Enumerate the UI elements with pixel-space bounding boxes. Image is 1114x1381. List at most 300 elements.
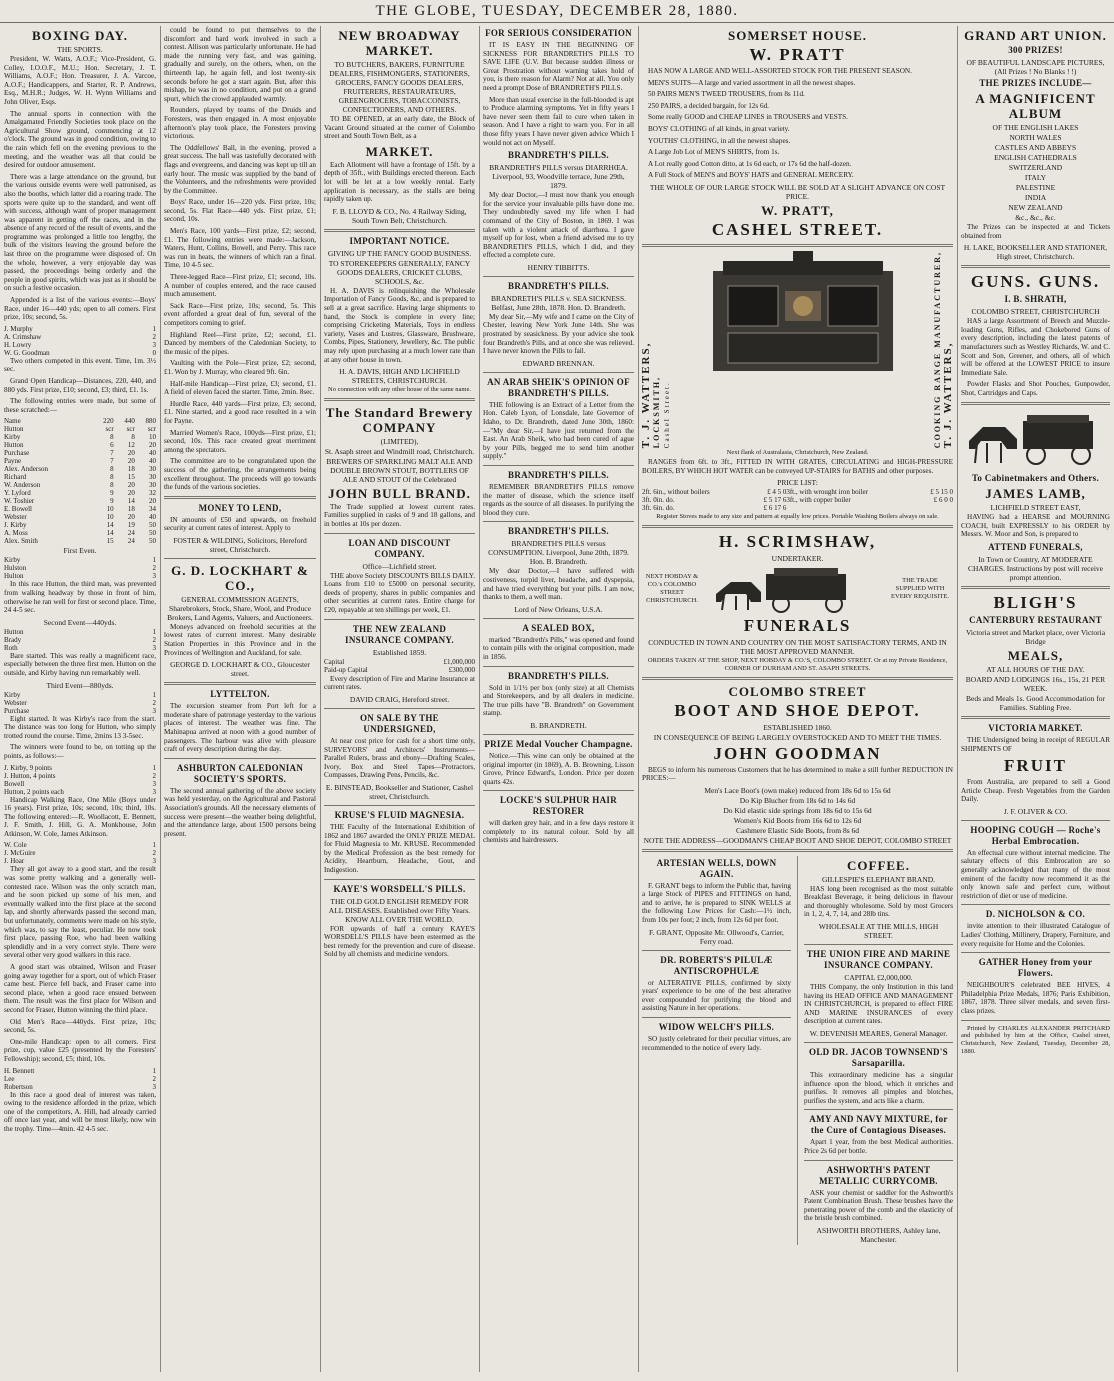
ad-subheading: IN CONSEQUENCE OF BEING LARGELY OVERSTOCKED AND TO MEET THE TIMES. <box>653 732 942 742</box>
ad-heading: BRANDRETH'S PILLS. <box>508 526 609 537</box>
column-brandreth-ads <box>483 26 634 1372</box>
table-cell: scr <box>105 425 114 434</box>
ad-heading: GRAND ART UNION. <box>964 28 1107 43</box>
table-cell: £ 5 17 6 <box>763 496 787 505</box>
ad-heading: SOMERSET HOUSE. <box>727 28 868 43</box>
article-heading: LYTTELTON. <box>210 689 270 700</box>
ad-signature: F. B. LLOYD & CO., No. 4 Railway Siding, South Town Belt, Christchurch. <box>332 206 467 225</box>
table-cell: 9 <box>110 489 114 498</box>
paragraph: Boys' Race, under 16—220 yds. First prize, 10s; second, 5s. Flat Race—440 yds. First prize, £1; second, 10s. <box>164 198 316 224</box>
paragraph: Hurdle Race, 440 yards—First prize, £3; second, £1. Nine started, and a good race resulted in a win for Payne. <box>164 399 316 425</box>
table-cell: 20 <box>127 513 135 522</box>
table-cell: 24 <box>127 529 135 538</box>
ad-heading: AMY AND NAVY MIXTURE, for the Cure of Contagious Diseases. <box>809 1114 948 1136</box>
divider <box>324 708 475 709</box>
table-cell: A. Moss <box>4 529 28 538</box>
ad-subheading: BRANDRETH'S PILLS v. SEA SICKNESS. Belfast, June 28th, 1878. Hon. D. Brandreth. <box>490 293 627 312</box>
table-cell: 50 <box>149 529 156 538</box>
table-row <box>4 449 156 457</box>
ad-heading: BRANDRETH'S PILLS. <box>508 150 609 161</box>
ad-heading: IMPORTANT NOTICE. <box>349 235 450 246</box>
price-table <box>642 488 953 512</box>
table-cell: 3ft., with wrought iron boiler <box>786 488 868 497</box>
ad-text: An effectual cure without internal medicine. The salutary effects of this Embrocation are so generally acknowledged that many of the most eminent of the faculty now recommend it as the only known safe and perfect cure, without restriction of diet or use of medicine. <box>961 848 1110 900</box>
list-item: Do Kip Blucher from 18s 6d to 14s 6d <box>739 795 856 805</box>
divider <box>164 682 316 685</box>
divider <box>324 398 475 401</box>
table-cell: Webster <box>4 513 27 522</box>
ad-subheading: THE PRIZES INCLUDE— <box>979 78 1092 88</box>
ad-heading: PRIZE Medal Voucher Champagne. <box>484 738 633 749</box>
divider <box>804 1160 953 1161</box>
watters-sub-left: LOCKSMITH, <box>651 375 661 449</box>
table-cell: 15 <box>106 537 114 546</box>
list-item: Cashmere Elastic Side Boots, from 8s 6d <box>735 825 860 835</box>
ad-subheading: TO BUTCHERS, BAKERS, FURNITURE DEALERS, FISHMONGERS, STATIONERS, GROCERS, FANCY GOODS DEALERS, FRUITERERS, RESTAURATEURS, GREENGROCERS, TOBACCONISTS, CONFECTIONERS, AND OTHERS. <box>329 60 470 114</box>
ad-signature: E. BINSTEAD, Bookseller and Stationer, Cashel street, Christchurch. <box>325 782 474 801</box>
list-item: &c., &c., &c. <box>1015 213 1056 222</box>
watters-right-banner <box>934 251 953 448</box>
ad-heading: ON SALE BY THE UNDERSIGNED, <box>360 713 439 735</box>
paragraph: Rounders, played by teams of the Druids and Foresters, was then engaged in. A most enjoyable afternoon's play took place, the Foresters proving victorious. <box>164 106 316 141</box>
table-cell: 8 <box>110 473 114 482</box>
paragraph: Old Men's Race—440yds. First prize, 10s; second, 5s. <box>4 1017 156 1035</box>
ad-text: THE following is an Extract of a Letter from the Hon. Caleb Lyon, of Lonsdale, late Governor of Idaho, to Dr. Brandreth, dated June 30th, 1860:—"My dear Sir,—I have just returned from the East. An Arab Sheik, who had been cured of ague by your Pills, begged me to send him another supply." <box>483 400 634 461</box>
column-rule <box>160 26 161 1372</box>
paragraph: Grand Open Handicap—Distances, 220, 440, and 880 yds. First prize, £10; second, £3; third, £1. 1s. <box>4 377 156 394</box>
ad-heading: HOOPING COUGH — Roche's Herbal Embrocation. <box>970 824 1101 846</box>
ad-text: Every description of Fire and Marine Insurance at current rates. <box>324 674 475 692</box>
paragraph: Three-legged Race—First prize, £1; second, 10s. A number of couples entered, and the race caused much amusement. <box>164 273 316 299</box>
paragraph: The Oddfellows' Ball, in the evening, proved a great success. The hall was tastefully decorated with flags and evergreens, and dancing was kept up till an early hour. The music was supplied by the band of the Volunteers, and the refreshments were provided by the Committee. <box>164 143 316 195</box>
ad-heading: COFFEE. <box>847 857 910 873</box>
ad-heading: FRUIT <box>1004 756 1067 776</box>
ad-text: HAS a large Assortment of Breech and Muzzle-loading Guns, Rifles, and Chokebored Guns of every description, including the latest patents of manufacturers such as Westley Richards, W. and C. Scott and Son, Greener, and others, all of which will be offered at the LOWEST PRICE to insure Immediate Sale. <box>961 317 1110 377</box>
divider <box>164 758 316 759</box>
ad-heading: COLOMBO STREET <box>728 683 867 699</box>
ad-heading: FUNERALS <box>743 615 852 635</box>
paragraph: President, W. Watts, A.O.F.; Vice-President, G. Colley, I.O.O.F., M.U.; Hon. Secretary, J. T. Williams, A.O.F.; Hon. Treasurer, J. A. Varcoe, A.O.F.; Handicappers, and Starter, R. P. Andrews, Esq., M.H.R.; Judges, W. H. Wynn Williams and John Oliver, Esqs. <box>4 55 156 106</box>
ad-text: or ALTERATIVE PILLS, confirmed by sixty years' experience to be one of the best alterative ever compounded for purifying the blood and assisting Nature in her operations. <box>642 978 791 1013</box>
list-item: 250 PAIRS, a decided bargain, for 12s 6d. <box>648 101 769 110</box>
ad-subheading: OF BEAUTIFUL LANDSCAPE PICTURES, (All Prizes ! No Blanks ! !) <box>966 58 1105 76</box>
table-row <box>4 425 156 433</box>
ad-text: More than usual exercise in the full-blooded is apt to Produce alarming symptoms. Yet in fifty years I have never seen them fail to cure when taken in season. And I have a right to warn you. For in all those fifty years I have never given advice Which I would not act on Myself. <box>483 95 634 147</box>
ad-text: My dear Doctor,—I have suffered with costiveness, torpid liver, headache, and dyspepsia, and have tried everything but your pills. I am now, thanks to them, a well man. <box>483 567 634 602</box>
table-cell: 8 <box>110 465 114 474</box>
paragraph: Highland Reel—First prize, £2; second, £1. Danced by members of the Caledonian Society, to the music of the pipes. <box>164 330 316 356</box>
results-table: Kirby 1 Webster 2 Purchase 3 <box>4 690 156 715</box>
ad-heading: LOAN AND DISCOUNT COMPANY. <box>348 537 451 559</box>
table-cell: 12 <box>127 441 135 450</box>
paragraph: One-mile Handicap: open to all comers. First prize, cup, value £25 (presented by the Foresters' Fellowship); second, £5; third, 10s. <box>4 1037 156 1063</box>
paragraph: could be found to put themselves to the discomfort and hard work involved in such a contest. Allison was particularly unfortunate. He had made the running very fast, and was gaining, gradually and surely, on the others, when, on the thirteenth lap, he again fell, and lost twenty-six seconds before he got a start again. But, after this mishap, he was in no condition, and put on a grand spurt, which the crowd applauded warmly. <box>164 26 316 103</box>
capital-line: Capital £1,000,000 <box>324 657 475 666</box>
ad-signature: Lord of New Orleans, U.S.A. <box>514 604 603 614</box>
ad-heading: WIDOW WELCH'S PILLS. <box>658 1022 775 1033</box>
hearse-block <box>642 564 953 614</box>
table-cell: £ 6 0 0 <box>933 496 953 505</box>
ad-heading: LOCKE'S SULPHUR HAIR RESTORER <box>499 795 618 817</box>
divider <box>324 229 475 232</box>
table-cell: 30 <box>149 481 156 490</box>
divider <box>642 950 791 951</box>
table-cell: 50 <box>149 521 156 530</box>
table-cell: 14 <box>106 529 114 538</box>
table-cell: W. Anderson <box>4 481 41 490</box>
ad-text: TO BE OPENED, at an early date, the Block of Vacant Ground situated at the corner of Colombo street and South Town Belt, as a <box>324 115 475 141</box>
ad-note: Next flank of Australasia, Christchurch, New Zealand. <box>726 449 869 457</box>
price-title: PRICE LIST: <box>777 478 818 488</box>
divider <box>483 521 634 522</box>
column-wide-advertisements <box>642 26 953 1372</box>
divider <box>642 677 953 680</box>
ad-name: I. B. SHRATH, <box>1004 294 1067 305</box>
ad-text: invite attention to their illustrated Catalogue of Ladies' Clothing, Millinery, Drapery, Furniture, and every requisite for Home and the Colonies. <box>961 922 1110 948</box>
ad-heading: OLD DR. JACOB TOWNSEND'S Sarsaparilla. <box>809 1047 948 1069</box>
table-cell: 20 <box>127 449 135 458</box>
capital-line: Paid-up Capital £300,000 <box>324 666 475 675</box>
ad-text: SO justly celebrated for their peculiar virtues, are recommended to the notice of every lady. <box>642 1035 791 1052</box>
ad-heading: BLIGH'S <box>993 592 1078 612</box>
ad-subheading: UNDERTAKER. <box>771 553 824 563</box>
table-cell: 10 <box>149 433 156 442</box>
ad-text: THE Undersigned being in receipt of REGULAR SHIPMENTS OF <box>961 735 1110 753</box>
table-row <box>642 504 953 512</box>
table-cell: 14 <box>106 521 114 530</box>
table-cell: Hutton <box>4 441 24 450</box>
art-list <box>961 123 1110 222</box>
table-cell: Y. Lyford <box>4 489 31 498</box>
ad-heading: GUNS. GUNS. <box>970 272 1101 292</box>
table-cell: 34 <box>149 505 156 514</box>
paragraph: In this race a good deal of interest was taken, owing to the residence afforded in the prize, which one of the competitors, A. Hill, had already carried off once last year, and will be most likely, now win the trophy. Time—4min. 42 4-5 sec. <box>4 1090 156 1133</box>
points-table: J. Kirby, 9 points 1 J. Hutton, 4 points 2 Bowell 3 Hutton, 2 points each 3 <box>4 763 156 796</box>
column-rule <box>479 26 480 1372</box>
table-row <box>4 433 156 441</box>
table-cell: 40 <box>149 449 156 458</box>
divider <box>961 952 1110 953</box>
ad-text: H. A. DAVIS is relinquishing the Wholesale Importation of Fancy Goods, &c, and is prepared to sell at a great sacrifice. Having large shipments to hand, the Stock is complete in every line; comprising Cricketing Materials, Toys in endless variety, Vases and Lustres, Glassware, Brushware, Combs, Pipes, Stationery, Jewellery, &c. The public may rely upon purchasing at a much lower rate than at any other house in town. <box>324 286 475 364</box>
results-table: W. Cole 1 J. McGuire 2 J. Hoar 3 <box>4 841 156 866</box>
list-item: MEN'S SUITS—A large and varied assortment in all the newest shapes. <box>648 78 856 87</box>
ad-subheading: CANTERBURY RESTAURANT <box>969 614 1102 625</box>
paragraph: Two others competed in this event. Time, 1m. 3½ sec. <box>4 356 156 374</box>
ad-text: THE above Society DISCOUNTS BILLS DAILY. Loans from £10 to £5000 on personal security, deeds of property, shares in public companies and other securities at current rates. Entire charge for £20, repayable at ten shillings per week, £1. <box>324 571 475 615</box>
table-cell: 3ft. 0in. do. <box>642 496 675 505</box>
divider <box>961 716 1110 719</box>
ad-subheading: CAPITAL £2,000,000. <box>844 973 913 983</box>
wide-right-subcolumn <box>804 856 953 1245</box>
ad-text: BEGS to inform his numerous Customers that he has determined to make a still further REDUCTION IN PRICES:— <box>642 765 953 783</box>
paragraph: Bare started. This was really a magnificent race, especially between the three first men. Hutton on the outside, and Kirby having run remarkably well. <box>4 651 156 677</box>
ad-subheading: BRANDRETH'S PILLS versus DIARRHŒA. Liverpool, 93, Woodville terrace, June 29th, 1879. <box>489 163 628 191</box>
ad-text: Moneys advanced on freehold securities at the lowest rates of current interest. Many desirable Station Properties in this Province and in the Provinces of Wellington and Auckland, for sale. <box>164 622 316 657</box>
pratt-list <box>642 79 953 180</box>
divider <box>642 525 953 528</box>
table-cell: Kirby <box>4 433 21 442</box>
cooking-range-icon <box>676 251 930 381</box>
divider <box>483 276 634 277</box>
paragraph: The following entries were made, but some of these scratched:— <box>4 397 156 414</box>
list-item: A Lot really good Cotton ditto, at 1s 6d each, or 17s 6d the half-dozen. <box>648 159 852 168</box>
handicap-table: Name 220 440 880 Hutton scr scr scr Kirby 8 8 10 Hutton 6 12 20 Purchase 7 20 40 Payne 7 20 40 Alex. Anderson 8 18 30 Richard 8 15 30 W. Anderson 8 20 30 Y. Lyford 9 20 32 W. Toshier 9 14 20 E. Bowell 10 18 34 Webster 10 20 40 J. Kirby 14 19 50 A. Moss 14 24 50 Alex. Smith 15 24 50 <box>4 417 156 546</box>
ad-text: IN amounts of £50 and upwards, on freehold security at current rates of interest. Apply to <box>164 515 316 533</box>
table-cell: 7 <box>110 457 114 466</box>
watters-street: Cashel Street. <box>663 381 672 449</box>
paragraph: The committee are to be congratulated upon the success of the gathering, the arrangements being excellent throughout. The proceeds will go towards the funds of the various societies. <box>164 457 316 492</box>
ad-signature: H. A. DAVIS, HIGH AND LICHFIELD STREETS, CHRISTCHURCH. <box>339 367 460 386</box>
paragraph: Married Women's Race, 100yds—First prize, £1; second, 10s. This race created great merriment among the spectators. <box>164 428 316 454</box>
table-cell: Hutton <box>4 425 24 434</box>
ad-heading: BRANDRETH'S PILLS. <box>508 470 609 480</box>
ad-heading: The Standard Brewery COMPANY <box>325 404 474 435</box>
ad-heading: KAYE'S WORSDELL'S PILLS. <box>333 883 466 894</box>
list-item: ENGLISH CATHEDRALS <box>994 153 1077 162</box>
table-row <box>4 489 156 497</box>
ad-footer: Register Stoves made to any size and pattern at equally low prices. Portable Washing Boilers always on sale. <box>656 513 939 521</box>
ad-subheading: TO STOREKEEPERS GENERALLY, FANCY GOODS DEALERS, CRICKET CLUBS, SCHOOLS, &c. <box>328 258 471 286</box>
divider <box>324 533 475 534</box>
ad-signature: F. GRANT, Opposite Mr. Ollwood's, Carrier, Ferry road. <box>649 927 784 946</box>
ad-address: Office—Lichfield street. <box>362 561 437 571</box>
ad-signature: WHOLESALE AT THE MILLS, HIGH STREET. <box>818 922 939 941</box>
divider <box>324 879 475 880</box>
table-cell: £ 5 15 0 <box>930 488 953 497</box>
ad-subheading: GIVING UP THE FANCY GOOD BUSINESS. <box>327 248 472 258</box>
watters-left-banner <box>642 251 672 448</box>
divider <box>164 496 316 499</box>
divider <box>961 402 1110 405</box>
table-cell: 8 <box>131 433 135 442</box>
paragraph: Eight started. It was Kirby's race from the start. The distance was too long for Hutton, who simply trotted round the course. Time, 2mins 13 3-5sec. <box>4 714 156 740</box>
ad-signature: HENRY TIBBITTS. <box>527 262 590 272</box>
divider <box>961 265 1110 268</box>
ad-heading: H. SCRIMSHAW, <box>718 531 877 551</box>
ad-heading: ASHWORTH'S PATENT METALLIC CURRYCOMB. <box>819 1164 938 1186</box>
paragraph: There was a large attendance on the ground, but the various outside events were well patronised, as also the booths, which latter did a roaring trade. The sports were quite up to the standard, and went off with success, although want of proper management was apparent in getting off the races, and in the absence of any record of the result of events, and the programme was prolonged a little too lengthy, the bulk of the visitors leaving the ground before the last three on the programme were disposed of. On the whole, however, a very enjoyable day was passed, the proceedings being orderly and the people in good spirits, which was just as it should be on such a festive occasion. <box>4 172 156 293</box>
ad-footer: ORDERS TAKEN AT THE SHOP, NEXT HOBDAY & CO.'S, COLOMBO STREET. Or at my Private Residence, CORNER OF DURHAM AND ST. ASAPH STREETS. <box>647 656 948 672</box>
table-cell: scr <box>147 425 156 434</box>
table-cell: Alex. Anderson <box>4 465 48 474</box>
ad-signature: EDWARD BRENNAN. <box>522 358 595 368</box>
results-table: J. Murphy 1 A. Crimshaw 2 H. Lowry 3 W. G. Goodman 0 <box>4 324 156 357</box>
ad-heading: ARTESIAN WELLS, DOWN AGAIN. <box>656 857 777 879</box>
ad-text: HAS NOW A LARGE AND WELL-ASSORTED STOCK FOR THE PRESENT SEASON. <box>648 67 912 75</box>
table-cell: 24 <box>127 537 135 546</box>
table-cell: Payne <box>4 457 22 466</box>
table-cell: 2ft. 6in., without boilers <box>642 488 710 497</box>
watters-ad <box>642 251 953 448</box>
column-rule <box>797 856 798 1245</box>
ad-subheading: GILLESPIE'S ELEPHANT BRAND. <box>821 874 936 884</box>
ad-subheading: A MAGNIFICENT ALBUM <box>975 91 1096 121</box>
ad-text: THIS Company, the only Institution in this land having its HEAD OFFICE AND MANAGEMENT IN CHRISTCHURCH, is prepared to effect FIRE AND MARINE INSURANCES of every description at current rates. <box>804 983 953 1026</box>
ad-signature: FOSTER & WILDING, Solicitors, Hereford street, Christchurch. <box>173 535 307 554</box>
ad-text: ASK your chemist or saddler for the Ashworth's Patent Combination Brush. These brushes have the penetrating power of the comb and the elasticity of the bristle brush combined. <box>804 1188 953 1223</box>
ad-subheading: AT ALL HOURS OF THE DAY. <box>986 664 1085 674</box>
watters-name-left: T. J. WATTERS, <box>640 341 652 449</box>
ad-address: St. Asaph street and Windmill road, Christchurch. <box>324 446 475 456</box>
column-boxing-day <box>4 26 156 1372</box>
list-item: NEW ZEALAND <box>1008 203 1063 212</box>
list-item: Do Kid elastic side springs from 18s 6d to 15s 6d <box>723 805 872 815</box>
table-row <box>4 529 156 537</box>
table-cell: 30 <box>149 465 156 474</box>
ad-heading: BRANDRETH'S PILLS. <box>508 280 609 291</box>
paragraph: They all got away to a good start, and the result was some pretty walking and a generally well-contested race. Wilson was the only scratch man, and he soon picked up some of his men, and eventually walked into the first place at the second lap, and shortly afterwards passed the second man, but unfortunately, comments were made on his style, which was, to say the least, peculiar. He now took first place, passing Roe, who had been walking splendidly and in a very correct style. There were several other very good walkers in this race. <box>4 865 156 960</box>
ad-heading: THE UNION FIRE AND MARINE INSURANCE COMPANY. <box>806 949 951 971</box>
ad-heading: VICTORIA MARKET. <box>988 722 1083 733</box>
table-row <box>4 505 156 513</box>
ad-signature: GEORGE D. LOCKHART & CO., Gloucester street. <box>170 660 310 679</box>
table-cell: 32 <box>149 489 156 498</box>
paragraph: The winners were found to be, on totting up the points, as follows:— <box>4 743 156 760</box>
table-cell: 18 <box>127 505 135 514</box>
hearse-coach-icon <box>961 409 1110 469</box>
paragraph: Half-mile Handicap—First prize, £3; second, £1. A field of eleven faced the starter. Time, 2min. 8sec. <box>164 379 316 397</box>
divider <box>483 790 634 791</box>
masthead: THE GLOBE, TUESDAY, DECEMBER 28, 1880. <box>0 0 1114 23</box>
printer-imprint: Printed by CHARLES ALEXANDER PRITCHARD and published by him at the Office, Cashel street, Christchurch, New Zealand, Tuesday, December 28, 1880. <box>961 1024 1110 1055</box>
ad-subheading: BOARD AND LODGINGS 16s., 15s, 21 PER WEEK. <box>965 674 1106 693</box>
ad-subheading: Established 1859. <box>372 647 427 657</box>
article-heading: ASHBURTON CALEDONIAN SOCIETY'S SPORTS. <box>176 762 304 784</box>
ad-name: JOHN GOODMAN <box>713 743 882 763</box>
ad-subheading: MEALS, <box>1007 647 1064 663</box>
table-cell: 18 <box>127 465 135 474</box>
ad-signature: W. PRATT, <box>761 202 834 218</box>
divider <box>961 820 1110 821</box>
paragraph: In this race Hutton, the third man, was prevented from walking headway by those in front of him, otherwise he ran well for first or second place. Time, 24 4-5 sec. <box>4 580 156 615</box>
ad-text: Each Allotment will have a frontage of 15ft. by a depth of 35ft., with Buildings erected thereon. Each lot will be let at a low weekly rental. Early application is necessary, as the stalls are being rapidly taken up. <box>324 160 475 204</box>
ad-heading: MARKET. <box>365 143 434 159</box>
list-item: Women's Kid Boots from 16s 6d to 12s 6d <box>733 815 862 825</box>
two-column-ads <box>642 856 953 1245</box>
table-row <box>4 465 156 473</box>
table-row <box>642 496 953 504</box>
table-cell: £ 4 5 0 <box>767 488 787 497</box>
ad-subheading: BREWERS OF SPARKLING MALT ALE AND DOUBLE BROWN STOUT, BOTTLERS OF ALE AND STOUT Of the Celebrated <box>326 456 473 484</box>
ad-heading: D. NICHOLSON & CO. <box>985 909 1086 920</box>
ad-heading: DR. ROBERTS'S PILULÆ ANTISCROPHULÆ <box>660 954 773 976</box>
ad-heading: FOR SERIOUS CONSIDERATION <box>485 28 632 38</box>
ad-subheading: ESTABLISHED 1860. <box>763 722 832 732</box>
paragraph: The excursion steamer from Port left for a moderate share of patronage yesterday to the various places of interest. The weather was fine. The Mahinapua arrived at noon with a good number of passengers. The harbour was alive with pleasure craft of every description during the day. <box>164 702 316 754</box>
divider <box>804 1109 953 1110</box>
table-cell: 20 <box>149 497 156 506</box>
paragraph: Handicap Walking Race, One Mile (Boys under 16 years). First prize, 10s; second, 10s; third, 10s. The following entered:—R. Woollacott, E. Bennett, J. F. Smith, J. Hill, G. A. Monkhouse, John Atkinson, W. Cole, James Atkinson. <box>4 795 156 838</box>
event-heading: Third Event—880yds. <box>46 680 114 690</box>
ad-heading: NEW BROADWAY MARKET. <box>338 28 461 58</box>
ad-heading: AN ARAB SHEIK'S OPINION OF BRANDRETH'S PILLS. <box>487 376 630 398</box>
ad-text: From Australia, are prepared to sell a Good Article Cheap. Fresh Vegetables from the Garden Daily. <box>961 778 1110 804</box>
hearse-icon <box>706 564 886 614</box>
table-cell: 20 <box>127 489 135 498</box>
ad-heading: THE NEW ZEALAND INSURANCE COMPANY. <box>345 623 454 645</box>
list-item: ITALY <box>1024 173 1047 182</box>
ad-text: Sold in 1/1½ per box (only size) at all Chemists and Storekeepers, and by all dealers in medicine. The true pills have "B. Brandreth" on Government stamp. <box>483 683 634 718</box>
ad-text: My dear Sir,—My wife and I came on the City of Chester, leaving New York June 14th. She was prostrated by seasickness. By your advice she took four Brandreth's Pills, and at once she was relieved. I have never known the Pills to fail. <box>483 312 634 356</box>
table-row <box>4 457 156 465</box>
divider <box>483 465 634 466</box>
ad-heading: BRANDRETH'S PILLS. <box>508 670 609 681</box>
divider <box>483 666 634 667</box>
table-cell: 3ft. 6in. do. <box>642 504 675 513</box>
divider <box>164 558 316 559</box>
table-cell: 10 <box>106 513 114 522</box>
ad-text: HAS long been recognised as the most suitable Breakfast Beverage, it being delicious in flavour and thoroughly wholesome. Sold by most Grocers in 1, 2, 4, 7, 14, and 28lb tins. <box>804 884 953 919</box>
divider <box>642 244 953 247</box>
article-subheading: THE SPORTS. <box>57 45 103 54</box>
ad-signature: H. LAKE, BOOKSELLER AND STATIONER, High street, Christchurch. <box>963 243 1108 262</box>
divider <box>483 734 634 735</box>
ad-text: My dear Doctor,—I must now thank you enough for the service your invaluable pills have done me. They undoubtedly saved my life when I had command of the City of Boston, in 1869. I was taken with a violent attack of diarrhœa. I gave myself up for lost, when a friend advised me to try BRANDRETH'S PILLS, which I did, and they effected a complete cure. <box>483 191 634 260</box>
table-row <box>4 513 156 521</box>
watters-sub-right: COOKING RANGE MANUFACTURER, <box>932 250 942 449</box>
table-row <box>642 488 953 496</box>
list-item: Some really GOOD and CHEAP LINES in TROUSERS and VESTS. <box>648 113 848 122</box>
table-row <box>4 537 156 545</box>
wide-left-subcolumn <box>642 856 791 1245</box>
paragraph: Vaulting with the Pole—First prize, £2; second, £1. Won by J. Murray, who cleared 9ft. 6in. <box>164 359 316 376</box>
column-rule <box>638 26 639 1372</box>
list-item: A Full Stock of MEN'S and BOYS' HATS and GENERAL MERCERY. <box>648 171 854 180</box>
ad-text: Powder Flasks and Shot Pouches, Gunpowder, Shot, Cartridges and Caps. <box>961 380 1110 397</box>
divider <box>961 586 1110 589</box>
ad-heading: A SEALED BOX, <box>522 622 595 633</box>
table-cell: 3ft., with copper boiler <box>786 496 851 505</box>
ad-note: No connection with any other house of the same name. <box>328 386 471 394</box>
ad-signature: W. DEVENISH MEARES, General Manager. <box>809 1029 948 1039</box>
ad-heading: JOHN BULL BRAND. <box>328 485 471 501</box>
paragraph: Appended is a list of the various events:—Boys' Race, under 16—440 yds; open to all comers. First prize, 10s; second, 5s. <box>4 296 156 322</box>
paragraph: The second annual gathering of the above society was held yesterday, on the Agricultural and Pastoral Association's grounds. All the necessary elements of success were present—the weather being delightful, and the attendance large, about 1500 persons being present. <box>164 786 316 838</box>
ad-text: RANGES from 6ft. to 3ft., FITTED IN WITH GRATES, CIRCULATING and HIGH-PRESSURE BOILERS, BY WHICH HOT WATER can be conveyed UP-STAIRS for BATHS and other purposes. <box>642 457 953 475</box>
table-cell: £ 6 17 6 <box>763 504 787 513</box>
table-cell: W. Toshier <box>4 497 35 506</box>
ad-heading: GATHER Honey from your Flowers. <box>978 957 1093 979</box>
list-item: INDIA <box>1024 193 1047 202</box>
divider <box>483 618 634 619</box>
table-cell: 20 <box>127 481 135 490</box>
ad-subheading: 300 PRIZES! <box>1008 45 1063 55</box>
ad-heading: G. D. LOCKHART & CO., <box>171 562 309 593</box>
ad-text: FOR upwards of half a century KAYE'S WORSDELL'S PILLS have been esteemed as the best remedy for the prevention and cure of disease. Sold by all chemists and medicine vendors. <box>324 924 475 959</box>
results-table: Kirby 1 Hulston 2 Hulton 3 <box>4 556 156 581</box>
list-item: 50 PAIRS MEN'S TWEED TROUSERS, from 8s 11d. <box>648 90 805 99</box>
table-cell: 19 <box>127 521 135 530</box>
table-row <box>4 481 156 489</box>
list-item: CASTLES AND ABBEYS <box>994 143 1077 152</box>
table-cell: Alex. Smith <box>4 537 38 546</box>
ad-text: NEIGHBOUR'S celebrated BEE HIVES, 4 Philadelphia Prize Medals, 1876; Paris Exhibition, 1867, 1878. Three silver medals, and seven first-class prizes. <box>961 981 1110 1015</box>
column-rule <box>320 26 321 1372</box>
ad-heading: JAMES LAMB, <box>985 486 1086 502</box>
table-cell: Richard <box>4 473 27 482</box>
ad-text: HAVING had a HEARSE and MOURNING COACH, built EXPRESSLY to his ORDER by Messrs. W. Moor and Son, is prepared to <box>961 513 1110 539</box>
table-cell: 40 <box>149 513 156 522</box>
table-cell: Purchase <box>4 449 30 458</box>
ad-name: W. PRATT <box>749 45 846 64</box>
table-cell: 15 <box>127 473 135 482</box>
divider <box>804 944 953 945</box>
results-table: H. Bennett 1 Lee 2 Robertson 3 <box>4 1066 156 1091</box>
ad-text: will darken grey hair, and in a few days restore it completely to its natural colour. Sold by all chemists and hairdressers. <box>483 819 634 845</box>
table-cell: 30 <box>149 473 156 482</box>
ad-footer: THE WHOLE OF OUR LARGE STOCK WILL BE SOLD AT A SLIGHT ADVANCE ON COST PRICE. <box>649 182 946 201</box>
ad-subheading: (LIMITED), <box>380 436 419 446</box>
